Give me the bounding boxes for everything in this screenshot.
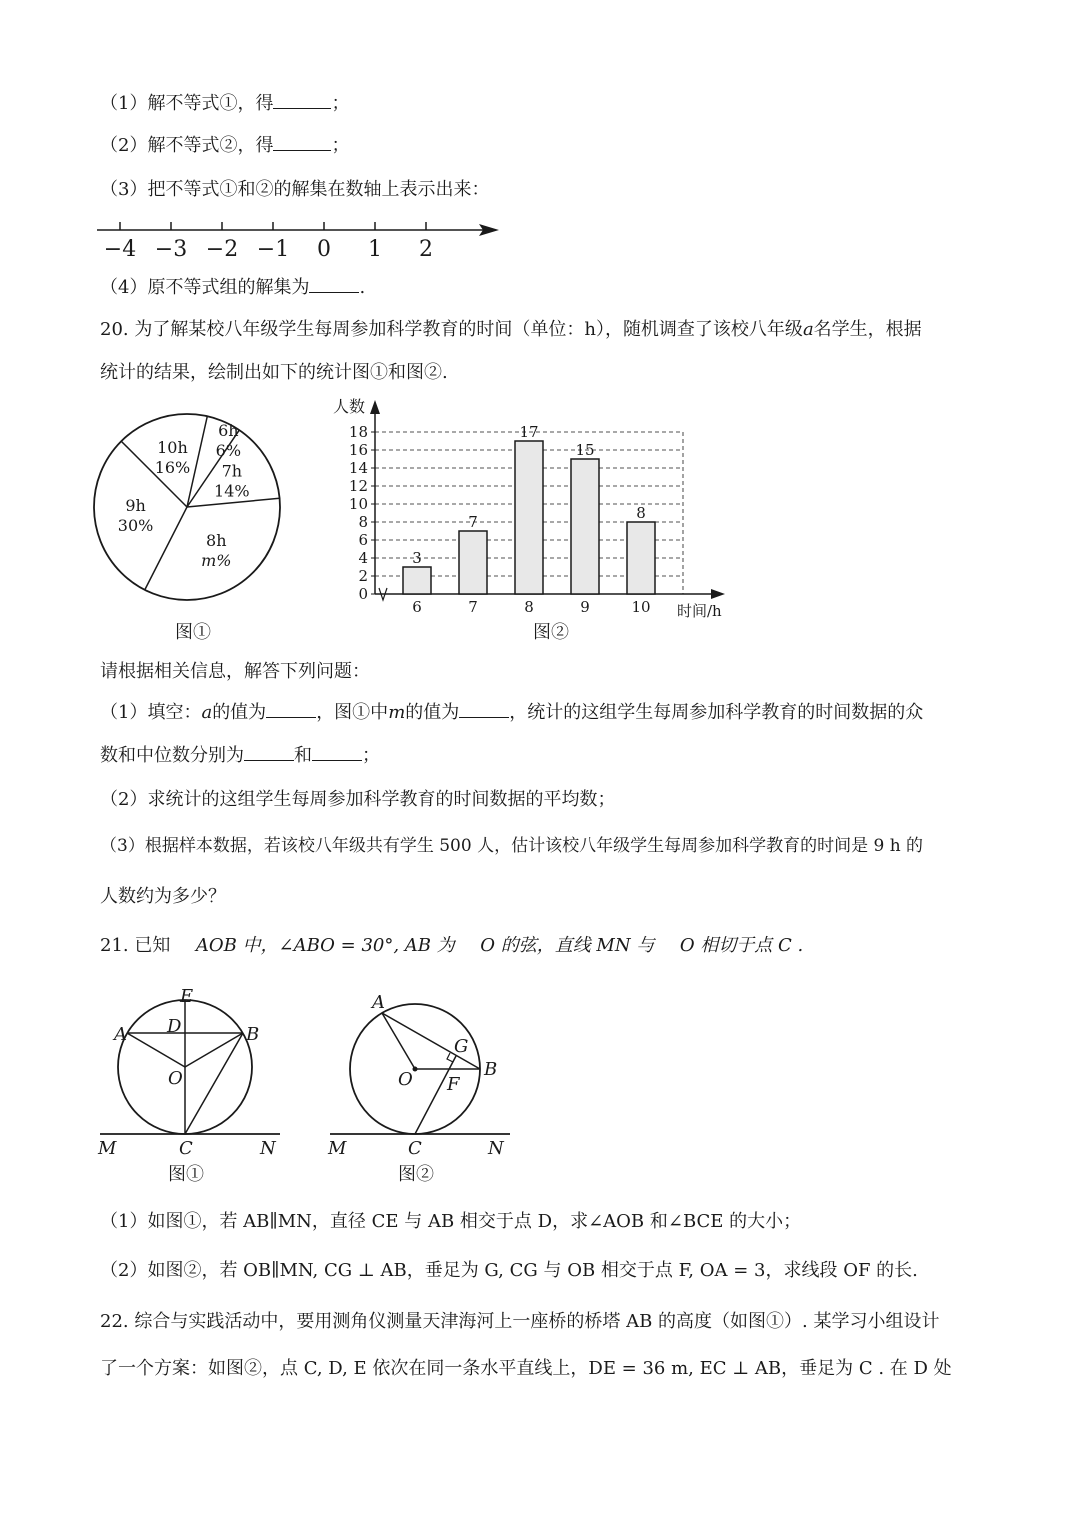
bar — [627, 522, 655, 594]
number-line-label: 2 — [419, 237, 433, 262]
y-axis-label: 人数 — [333, 397, 366, 416]
y-tick-label: 2 — [358, 567, 368, 585]
q19-part3: （3）把不等式①和②的解集在数轴上表示出来： — [100, 179, 490, 200]
y-tick-label: 8 — [358, 513, 368, 531]
q21-part1: （1）如图①，若 AB∥MN，直径 CE 与 AB 相交于点 D，求∠AOB 和∠BCE 的大小； — [100, 1211, 802, 1232]
q22-line1: 22. 综合与实践活动中，要用测角仪测量天津海河上一座桥的桥塔 AB 的高度（如图①）. 某学习小组设计 — [100, 1311, 940, 1332]
number-line-label: −1 — [256, 237, 290, 262]
bar-value-label: 8 — [636, 504, 646, 522]
q19-part4: （4）原不等式组的解集为 . — [100, 277, 366, 298]
pie-slice-percent: 16% — [154, 457, 191, 477]
q20-part3-line2: 人数约为多少？ — [100, 886, 226, 907]
answer-blank — [244, 744, 294, 761]
label-B: B — [484, 1059, 498, 1080]
pie-slice-percent: 30% — [117, 516, 154, 536]
answer-blank — [312, 744, 362, 761]
label-N: N — [488, 1138, 504, 1159]
label-C: C — [179, 1138, 193, 1159]
label-A: A — [372, 992, 385, 1013]
y-tick-label: 12 — [348, 477, 368, 495]
q22-line2: 了一个方案：如图②，点 C, D, E 依次在同一条水平直线上，DE = 36 m, EC ⊥ AB，垂足为 C . 在 D 处 — [100, 1358, 952, 1379]
number-line — [95, 212, 505, 262]
label-E: E — [180, 986, 194, 1007]
bar-value-label: 15 — [575, 441, 595, 459]
geometry-figure-1 — [90, 980, 290, 1165]
bar-value-label: 3 — [412, 549, 422, 567]
answer-blank — [266, 701, 316, 718]
label-D: D — [167, 1016, 182, 1037]
bar-value-label: 17 — [519, 423, 539, 441]
number-line-label: 0 — [317, 237, 331, 262]
q20-intro-line1: 20. 为了解某校八年级学生每周参加科学教育的时间（单位：h），随机调查了该校八年级a名学生，根据 — [100, 319, 922, 340]
pie-slice-percent: 6% — [215, 440, 242, 460]
label-A: A — [114, 1024, 127, 1045]
y-tick-label: 4 — [358, 549, 368, 567]
answer-blank — [309, 276, 359, 293]
q20-intro-line2: 统计的结果，绘制出如下的统计图①和图②. — [100, 362, 448, 383]
number-line-label: −2 — [205, 237, 239, 262]
label-G: G — [454, 1036, 469, 1057]
q20-ask: 请根据相关信息，解答下列问题： — [100, 661, 370, 682]
label-M: M — [98, 1138, 117, 1159]
x-tick-label: 6 — [412, 598, 422, 616]
q20-part2: （2）求统计的这组学生每周参加科学教育的时间数据的平均数； — [100, 789, 616, 810]
y-tick-label: 6 — [358, 531, 368, 549]
q21-intro: 21. 已知 AOB 中，∠ABO = 30°, AB 为 O 的弦，直线 MN 与 O 相切于点 C . — [100, 935, 804, 956]
figure-caption: 图① — [168, 1164, 204, 1185]
q20-part3-line1: （3）根据样本数据，若该校八年级共有学生 500 人，估计该校八年级学生每周参加科学教育的时间是 9 h 的 — [100, 836, 924, 856]
figure-caption: 图① — [175, 622, 211, 643]
number-line-label: −3 — [154, 237, 188, 262]
y-axis-arrow — [370, 400, 380, 414]
bar — [571, 459, 599, 594]
pie-slice-category: 10h — [157, 437, 188, 457]
answer-blank — [273, 92, 331, 109]
label-N: N — [260, 1138, 276, 1159]
y-tick-label: 18 — [348, 423, 368, 441]
q20-part1-line1: （1）填空：a的值为 ，图①中m的值为 ，统计的这组学生每周参加科学教育的时间数据的众 — [100, 702, 924, 723]
answer-blank — [459, 701, 509, 718]
q19-part2: （2）解不等式②，得 ； — [100, 135, 350, 156]
q21-part2: （2）如图②，若 OB∥MN, CG ⊥ AB，垂足为 G, CG 与 OB 相交于点 F, OA = 3，求线段 OF 的长. — [100, 1260, 918, 1281]
x-tick-label: 8 — [524, 598, 534, 616]
label-O: O — [398, 1069, 413, 1090]
bar-chart — [325, 392, 745, 622]
label-F: F — [447, 1074, 460, 1095]
label-M: M — [328, 1138, 347, 1159]
pie-slice-percent: m% — [201, 551, 232, 571]
x-tick-label: 7 — [468, 598, 478, 616]
x-axis-label: 时间/h — [677, 602, 722, 620]
bar — [403, 567, 431, 594]
q20-part1-line2: 数和中位数分别为 和 ； — [100, 745, 380, 766]
x-axis-arrow — [711, 589, 725, 599]
figure-caption: 图② — [398, 1164, 434, 1185]
bar — [459, 531, 487, 594]
label-C: C — [408, 1138, 422, 1159]
geometry-figure-2 — [320, 980, 520, 1165]
number-line-label: 1 — [368, 237, 382, 262]
pie-slice-category: 7h — [221, 461, 243, 481]
pie-slice-category: 9h — [125, 496, 146, 516]
x-tick-label: 9 — [580, 598, 590, 616]
pie-slice-category: 8h — [206, 531, 227, 551]
y-tick-label: 0 — [358, 585, 368, 603]
figure-caption: 图② — [533, 622, 569, 643]
pie-slice-category: 6h — [218, 420, 239, 440]
number-line-label: −4 — [103, 237, 137, 262]
bar-value-label: 7 — [468, 513, 478, 531]
y-tick-label: 10 — [348, 495, 368, 513]
pie-slice-percent: 14% — [214, 481, 250, 501]
label-O: O — [168, 1068, 183, 1089]
y-tick-label: 14 — [348, 459, 368, 477]
x-tick-label: 10 — [631, 598, 651, 616]
pie-chart — [92, 412, 292, 612]
bar — [515, 441, 543, 594]
q19-part1: （1）解不等式①，得 ； — [100, 93, 350, 114]
y-tick-label: 16 — [348, 441, 368, 459]
label-B: B — [246, 1024, 260, 1045]
answer-blank — [273, 134, 331, 151]
